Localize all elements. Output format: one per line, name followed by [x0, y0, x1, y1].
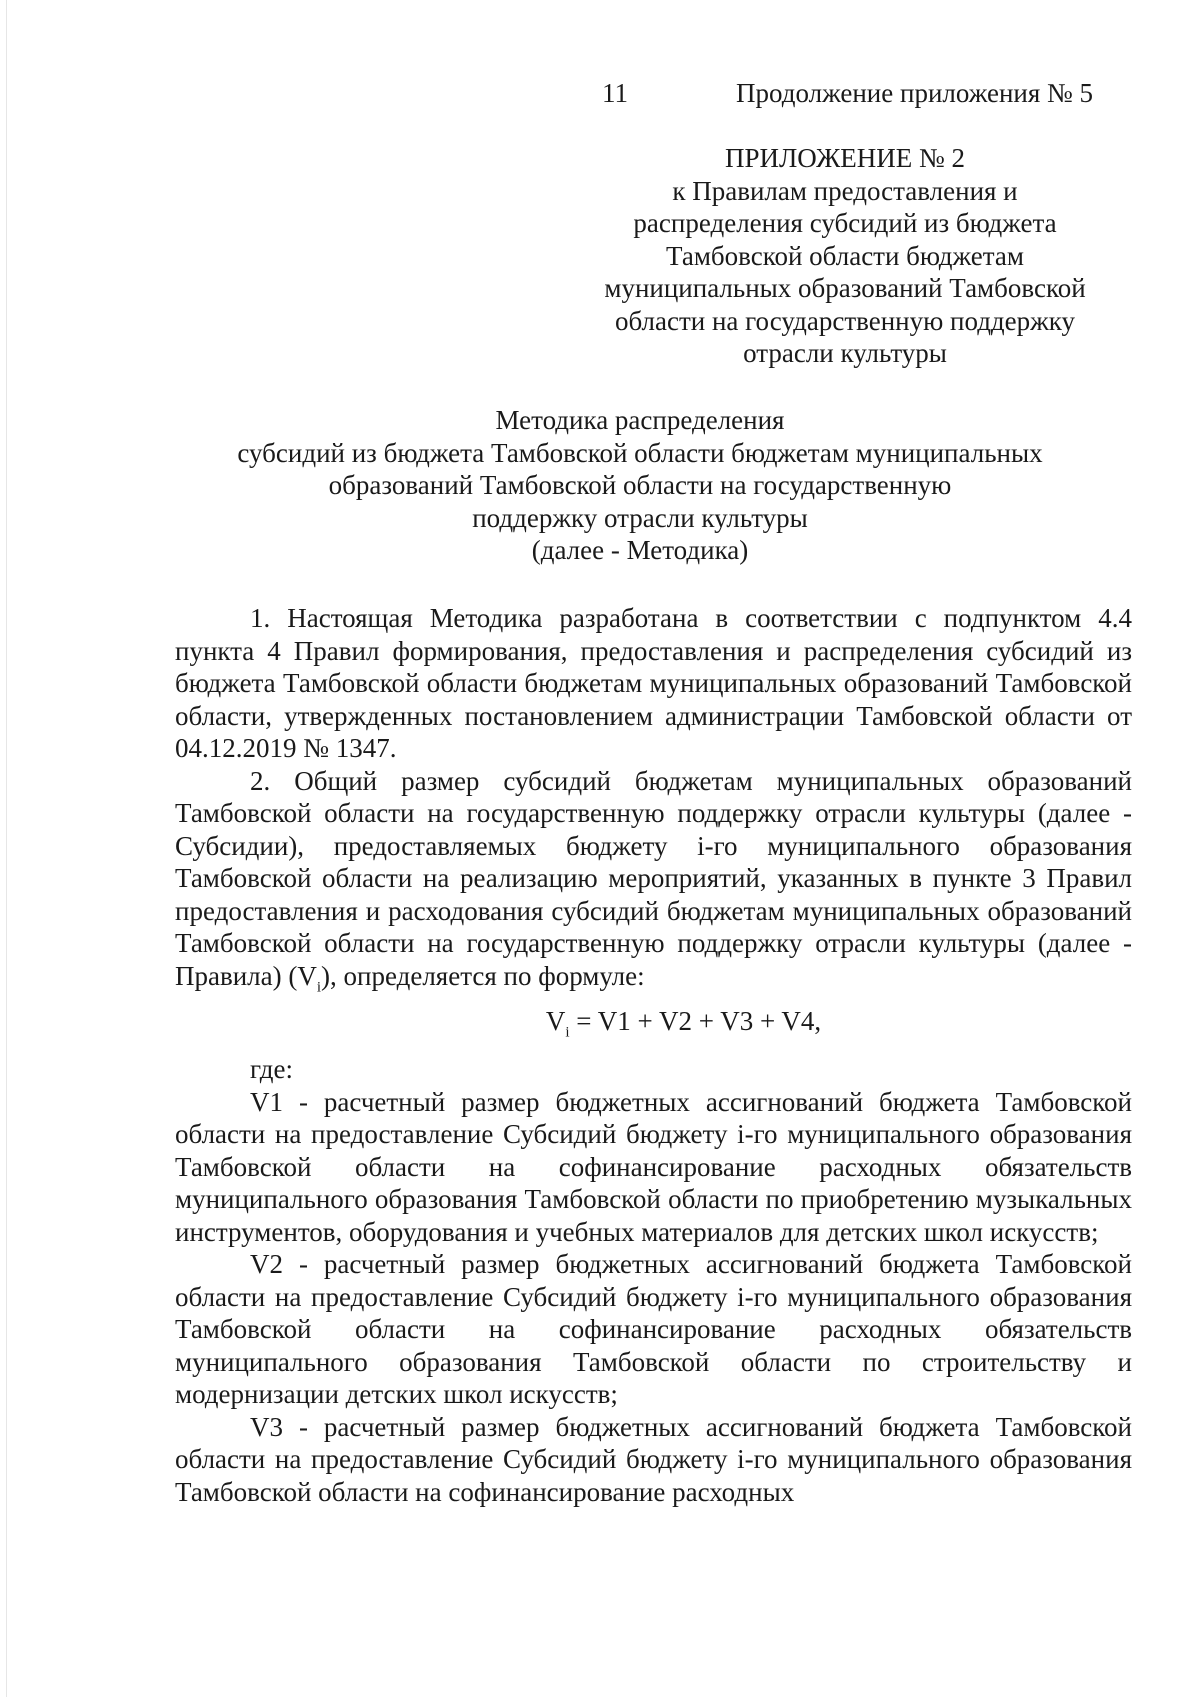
methodology-line: субсидий из бюджета Тамбовской области бюджетам муниципальных: [237, 437, 1043, 468]
paragraph-2-text: 2. Общий размер субсидий бюджетам муниципальных образований Тамбовской области на государственную поддержку отрасли культуры (далее - Субсидии), предоставляемых бюджету i-го муниципального образования Тамбовской области на реализацию мероприятий, указанных в пункте 3 Правил предоставления и расходования субсидий бюджетам муниципальных образований Тамбовской области на государственную поддержку отрасли культуры (далее - Правила) (V: [175, 765, 1132, 991]
appendix-line: к Правилам предоставления и: [672, 175, 1018, 206]
appendix-line: распределения субсидий из бюджета: [633, 208, 1057, 238]
methodology-line: (далее - Методика): [531, 535, 749, 565]
methodology-line: образований Тамбовской области на государственную: [328, 470, 952, 500]
page-header: [0, 78, 1200, 114]
methodology-title: [175, 404, 1105, 567]
paragraph-2-end: ), определяется по формуле:: [321, 960, 645, 991]
appendix-title: ПРИЛОЖЕНИЕ № 2: [724, 143, 966, 173]
appendix-line: отрасли культуры: [743, 338, 947, 368]
definition-v3: V3 - расчетный размер бюджетных ассигнований бюджета Тамбовской области на предоставление Субсидий бюджету i-го муниципального образования Тамбовской области на софинансирование расходных: [175, 1411, 1132, 1507]
subscript-i: i: [316, 978, 322, 995]
definition-v1: V1 - расчетный размер бюджетных ассигнований бюджета Тамбовской области на предоставление Субсидий бюджету i-го муниципального образования Тамбовской области на софинансирование расходных обязательств муниципального образования Тамбовской области по приобретению музыкальных инструментов, оборудования и учебных материалов для детских школ искусств;: [175, 1086, 1132, 1247]
appendix-heading: [575, 142, 1115, 370]
appendix-line: области на государственную поддержку: [614, 305, 1076, 336]
paragraph-1: 1. Настоящая Методика разработана в соответствии с подпунктом 4.4 пункта 4 Правил формирования, предоставления и распределения субсидий из бюджета Тамбовской области бюджетам муниципальных образований Тамбовской области, утвержденных постановлением администрации Тамбовской области от 04.12.2019 № 1347.: [175, 603, 1132, 763]
formula-subscript: i: [565, 1024, 570, 1041]
appendix-line: Тамбовской области бюджетам: [666, 240, 1024, 271]
scan-edge-line: [6, 0, 7, 1697]
formula-rest: = V1 + V2 + V3 + V4,: [569, 1006, 822, 1037]
page-number: 11: [602, 78, 628, 108]
formula-v: V: [545, 1006, 566, 1037]
paragraph-2: [175, 765, 1132, 1004]
appendix-line: муниципальных образований Тамбовской: [604, 273, 1086, 303]
document-body: [175, 602, 1132, 1508]
definition-v2: V2 - расчетный размер бюджетных ассигнований бюджета Тамбовской области на предоставление Субсидий бюджету i-го муниципального образования Тамбовской области на софинансирование расходных обязательств муниципального образования Тамбовской области по строительству и модернизации детских школ искусств;: [175, 1249, 1132, 1410]
methodology-line: поддержку отрасли культуры: [472, 502, 808, 533]
methodology-line: Методика распределения: [495, 405, 785, 435]
continuation-note: Продолжение приложения № 5: [736, 78, 1094, 108]
where-label: где:: [250, 1054, 293, 1085]
formula: [175, 1005, 1132, 1049]
